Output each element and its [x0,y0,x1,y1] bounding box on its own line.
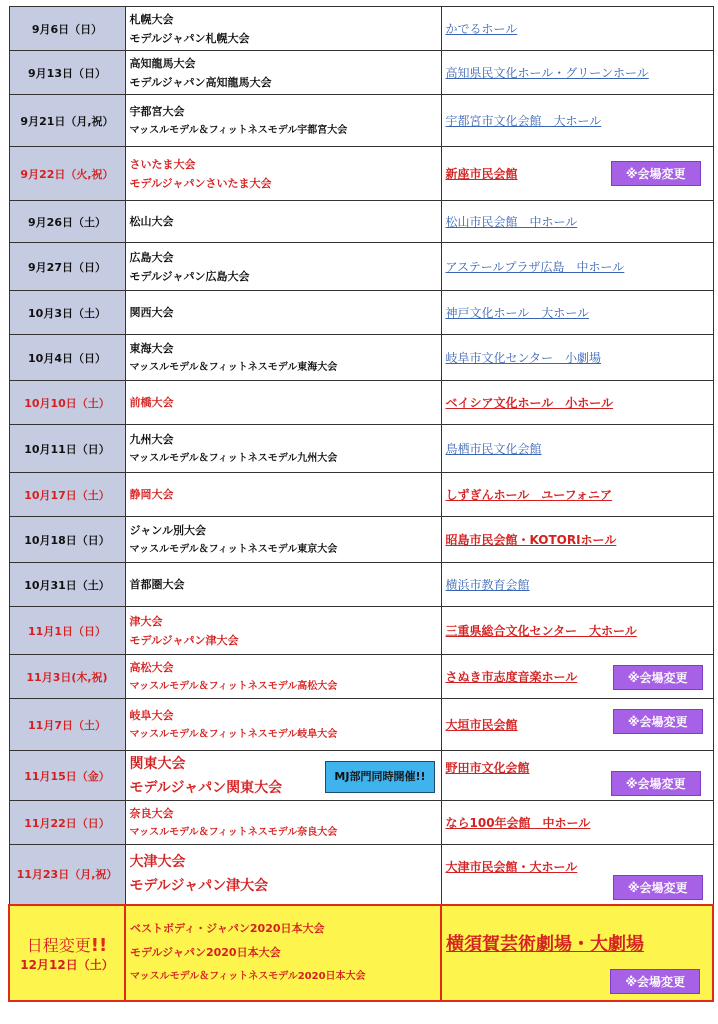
event-name: 静岡大会 [129,487,174,501]
schedule-row [9,147,713,201]
event-name-cell [125,201,441,243]
venue-cell [441,563,713,607]
event-name-cell [125,381,441,425]
final-event-name: ベストボディ・ジャパン2020日本大会 [130,921,325,935]
final-event-cell [125,905,441,1001]
event-name: モデルジャパン津大会 [129,878,269,895]
event-date: 9月13日（日） [9,51,125,95]
event-date: 11月15日（金） [9,751,125,801]
event-name-cell [125,291,441,335]
event-date: 11月22日（日） [9,801,125,845]
exclamation-mark: !! [90,934,108,956]
schedule-row [9,801,713,845]
event-name: モデルジャパン札幌大会 [129,31,250,45]
schedule-row [9,517,713,563]
event-name-cell [125,517,441,563]
event-name-cell [125,425,441,473]
event-name-cell [125,845,441,905]
venue-link[interactable]: なら100年会館 中ホール [445,816,591,830]
event-name-cell [125,95,441,147]
event-name-cell [125,655,441,699]
venue-link[interactable]: 大垣市民会館 [445,718,518,732]
event-name: 岐阜大会 [129,708,174,722]
event-name: ジャンル別大会 [129,523,207,537]
schedule-row [9,95,713,147]
venue-change-badge: ※会場変更 [613,665,703,690]
reschedule-label [14,933,120,956]
event-name: マッスルモデル＆フィットネスモデル九州大会 [129,452,338,464]
event-date: 11月23日（月,祝） [9,845,125,905]
venue-link[interactable]: 宇都宮市文化会館 大ホール [445,114,602,128]
event-date: 9月21日（月,祝） [9,95,125,147]
event-name: 東海大会 [129,341,174,355]
schedule-row [9,291,713,335]
venue-cell [441,517,713,563]
event-name-cell [125,473,441,517]
schedule-row [9,751,713,801]
venue-cell [441,655,713,699]
final-row [9,905,713,1001]
venue-link[interactable]: 三重県総合文化センター 大ホール [445,624,637,638]
event-name: モデルジャパン津大会 [129,633,239,647]
venue-link[interactable]: ベイシア文化ホール 小ホール [445,396,614,410]
venue-cell [441,425,713,473]
final-venue-link[interactable]: 横須賀芸術劇場・大劇場 [446,933,644,955]
event-name: マッスルモデル＆フィットネスモデル高松大会 [129,680,338,692]
venue-cell [441,201,713,243]
event-name-cell [125,801,441,845]
schedule-row [9,425,713,473]
venue-change-badge: ※会場変更 [613,709,703,734]
venue-change-badge: ※会場変更 [611,771,701,796]
event-name-cell [125,751,441,801]
venue-cell [441,335,713,381]
venue-change-badge: ※会場変更 [613,875,703,900]
schedule-row [9,845,713,905]
event-date: 10月10日（土） [9,381,125,425]
event-date: 11月3日(木,祝) [9,655,125,699]
event-name: 首都圏大会 [129,577,185,591]
event-date: 9月22日（火,祝） [9,147,125,201]
venue-cell [441,95,713,147]
venue-cell [441,291,713,335]
event-name: 九州大会 [129,432,174,446]
final-date-cell [9,905,125,1001]
event-name: モデルジャパン高知龍馬大会 [129,75,272,89]
event-date: 10月18日（日） [9,517,125,563]
venue-link[interactable]: アステールプラザ広島 中ホール [445,260,625,274]
event-name: 宇都宮大会 [129,104,185,118]
event-name: 高松大会 [129,660,174,674]
schedule-table [8,6,714,1002]
venue-cell [441,699,713,751]
schedule-row [9,655,713,699]
schedule-row [9,563,713,607]
final-event-name: マッスルモデル＆フィットネスモデル2020日本大会 [130,970,366,982]
venue-link[interactable]: 高知県民文化ホール・グリーンホール [445,66,649,80]
event-name: マッスルモデル＆フィットネスモデル奈良大会 [129,826,338,838]
venue-link[interactable]: 神戸文化ホール 大ホール [445,306,590,320]
event-date: 10月17日（土） [9,473,125,517]
event-date: 9月26日（土） [9,201,125,243]
venue-cell [441,607,713,655]
venue-change-badge: ※会場変更 [611,161,701,186]
event-name: 札幌大会 [129,12,174,26]
venue-cell [441,473,713,517]
venue-cell [441,845,713,905]
event-name-cell [125,607,441,655]
event-date: 10月31日（土） [9,563,125,607]
venue-link[interactable]: 野田市文化会館 [445,761,530,775]
event-date: 11月7日（土） [9,699,125,751]
event-name: モデルジャパン関東大会 [129,779,283,796]
schedule-row [9,201,713,243]
venue-link[interactable]: 大津市民会館・大ホール [445,859,578,874]
schedule-row [9,699,713,751]
venue-cell [441,751,713,801]
venue-link[interactable]: 松山市民会館 中ホール [445,215,578,229]
schedule-table-wrapper [8,6,714,1002]
venue-cell [441,51,713,95]
event-date: 11月1日（日） [9,607,125,655]
venue-link[interactable]: 新座市民会館 [445,167,518,181]
event-name: 広島大会 [129,250,174,264]
event-name: 前橋大会 [129,395,174,409]
event-name: モデルジャパン広島大会 [129,269,250,283]
event-name-cell [125,51,441,95]
event-name: マッスルモデル＆フィットネスモデル東京大会 [129,543,338,555]
venue-link[interactable]: さぬき市志度音楽ホール [445,670,578,684]
event-name-cell [125,147,441,201]
event-name: マッスルモデル＆フィットネスモデル東海大会 [129,361,338,373]
schedule-row [9,335,713,381]
schedule-row [9,7,713,51]
event-name: 関東大会 [129,755,186,772]
reschedule-text: 日程変更 [26,935,91,955]
venue-link[interactable]: 昭島市民会館・KOTORIホール [445,533,617,547]
final-event-name: モデルジャパン2020日本大会 [130,945,281,959]
schedule-row [9,473,713,517]
event-date: 10月11日（日） [9,425,125,473]
venue-link[interactable]: かでるホール [445,22,518,36]
event-name: 奈良大会 [129,806,174,820]
schedule-row [9,607,713,655]
final-date: 12月12日（土） [20,957,114,972]
venue-cell [441,801,713,845]
event-name: マッスルモデル＆フィットネスモデル宇都宮大会 [129,124,348,136]
venue-cell [441,147,713,201]
event-date: 9月6日（日） [9,7,125,51]
event-date: 10月4日（日） [9,335,125,381]
event-name-cell [125,699,441,751]
event-name-cell [125,7,441,51]
venue-cell [441,381,713,425]
final-venue-cell [441,905,713,1001]
event-name: さいたま大会 [129,157,196,171]
event-name-cell [125,243,441,291]
venue-link[interactable]: しずぎんホール ユーフォニア [445,488,613,502]
venue-link[interactable]: 鳥栖市民文化会館 [445,442,542,456]
venue-change-badge: ※会場変更 [610,969,700,994]
event-name: モデルジャパンさいたま大会 [129,176,272,190]
venue-cell [441,243,713,291]
event-name: マッスルモデル＆フィットネスモデル岐阜大会 [129,728,338,740]
venue-link[interactable]: 横浜市教育会館 [445,578,530,592]
schedule-row [9,51,713,95]
schedule-row [9,243,713,291]
venue-cell [441,7,713,51]
event-name-cell [125,563,441,607]
schedule-row [9,381,713,425]
event-name: 大津大会 [129,854,186,871]
event-name-cell [125,335,441,381]
event-name: 関西大会 [129,305,174,319]
mj-simultaneous-badge: MJ部門同時開催!! [325,761,434,793]
event-name: 高知龍馬大会 [129,56,196,70]
venue-link[interactable]: 岐阜市文化センター 小劇場 [445,351,602,365]
event-name: 松山大会 [129,214,174,228]
event-date: 9月27日（日） [9,243,125,291]
event-name: 津大会 [129,614,163,628]
event-date: 10月3日（土） [9,291,125,335]
